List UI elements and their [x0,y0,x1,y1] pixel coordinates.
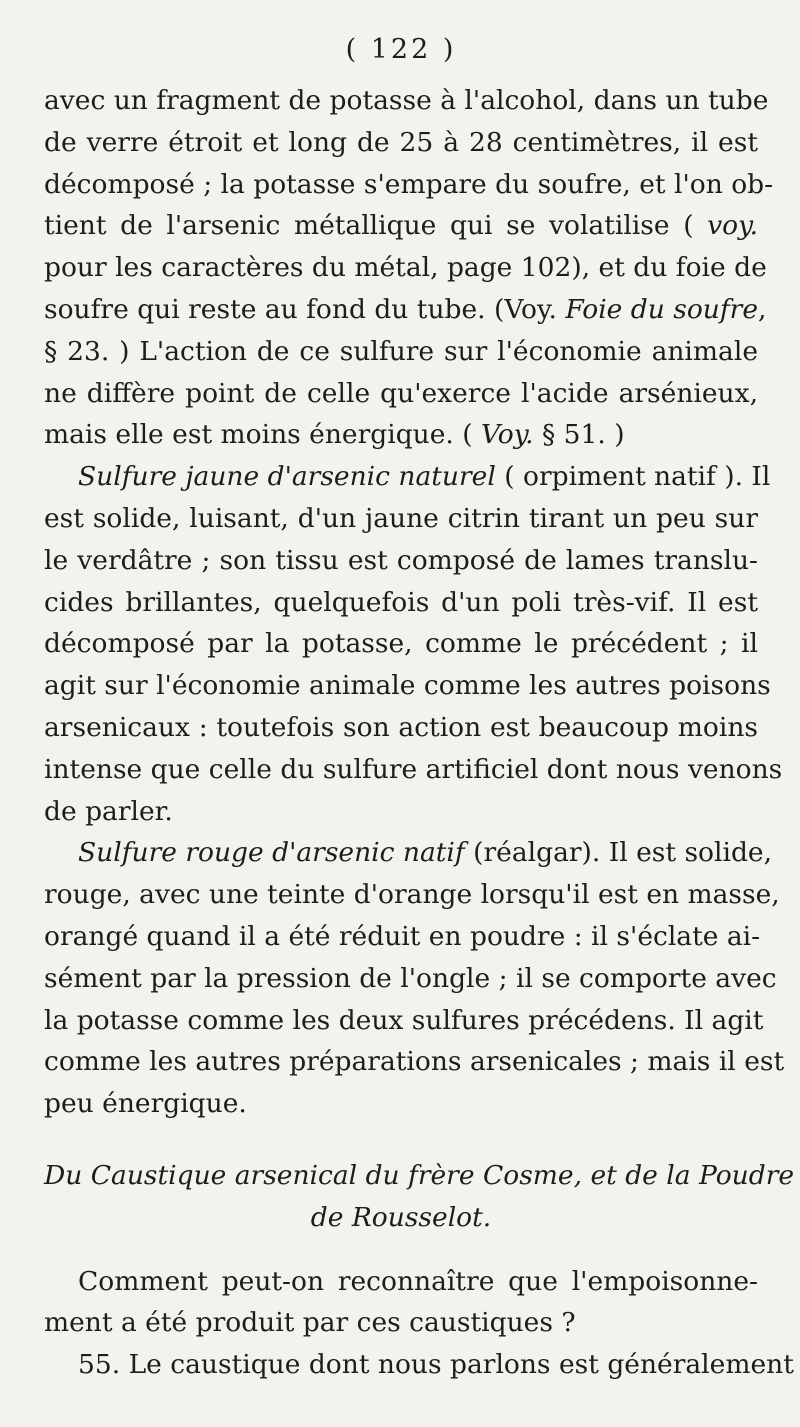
text-line: § 23. ) L'action de ce sulfure sur l'économie animale [44,335,758,367]
text-line: orangé quand il a été réduit en poudre : il s'éclate ai- [44,920,761,952]
section-spacer [44,1239,758,1261]
text-line: ne diffère point de celle qu'exerce l'acide arsénieux, [44,377,758,409]
question-line: ment a été produit par ces caustiques ? [44,1307,576,1339]
text-line: comme les autres préparations arsenicales ; mais il est [44,1046,785,1078]
text-line: Sulfure rouge d'arsenic natif (réalgar). Il est solide, [78,837,773,869]
paragraph-55 [44,1344,794,1386]
book-page [44,28,795,1386]
text-line: la potasse comme les deux sulfures précédens. Il agit [44,1004,764,1036]
text-line: Sulfure jaune d'arsenic naturel ( orpiment natif ). Il [78,461,771,493]
section-spacer [44,1125,758,1155]
text-line: soufre qui reste au fond du tube. (Voy. Foie du soufre, [44,293,767,325]
question-paragraph [44,1261,758,1345]
text-line: de verre étroit et long de 25 à 28 centimètres, il est [44,126,758,158]
text-line: sément par la pression de l'ongle ; il se comporte avec [44,962,777,994]
text-line: agit sur l'économie animale comme les autres poisons [44,670,771,702]
page-number: ( 122 ) [345,34,457,65]
section-heading [44,1155,795,1239]
question-line: Comment peut-on reconnaître que l'empoisonne- [78,1265,758,1297]
paragraph-red-sulfide [44,832,785,1125]
heading-line: Du Caustique arsenical du frère Cosme, et de la Poudre [44,1159,795,1191]
text-line: est solide, luisant, d'un jaune citrin tirant un peu sur [44,502,758,534]
text-line: décomposé par la potasse, comme le précédent ; il [44,628,758,660]
text-line: décomposé ; la potasse s'empare du soufre, et l'on ob- [44,168,774,200]
text-line: rouge, avec une teinte d'orange lorsqu'il est en masse, [44,879,780,911]
text-line: avec un fragment de potasse à l'alcohol, dans un tube [44,85,769,116]
text-line: tient de l'arsenic métallique qui se volatilise ( voy. [44,210,758,242]
heading-line: de Rousselot. [310,1201,492,1233]
text-line: pour les caractères du métal, page 102), et du foie de [44,252,767,284]
paragraph-arsenic-sulfide-decomposition [44,80,774,456]
text-line: de parler. [44,795,173,827]
text-line: peu énergique. [44,1088,247,1120]
text-line: 55. Le caustique dont nous parlons est généralement [78,1349,794,1381]
paragraph-yellow-sulfide [44,456,783,832]
text-line: le verdâtre ; son tissu est composé de lames translu- [44,544,758,576]
text-line: cides brillantes, quelquefois d'un poli très-vif. Il est [44,586,758,618]
text-line: arsenicaux : toutefois son action est beaucoup moins [44,711,758,743]
text-line: intense que celle du sulfure artificiel dont nous venons [44,753,783,785]
text-line: mais elle est moins énergique. ( Voy. § 51. ) [44,419,625,451]
